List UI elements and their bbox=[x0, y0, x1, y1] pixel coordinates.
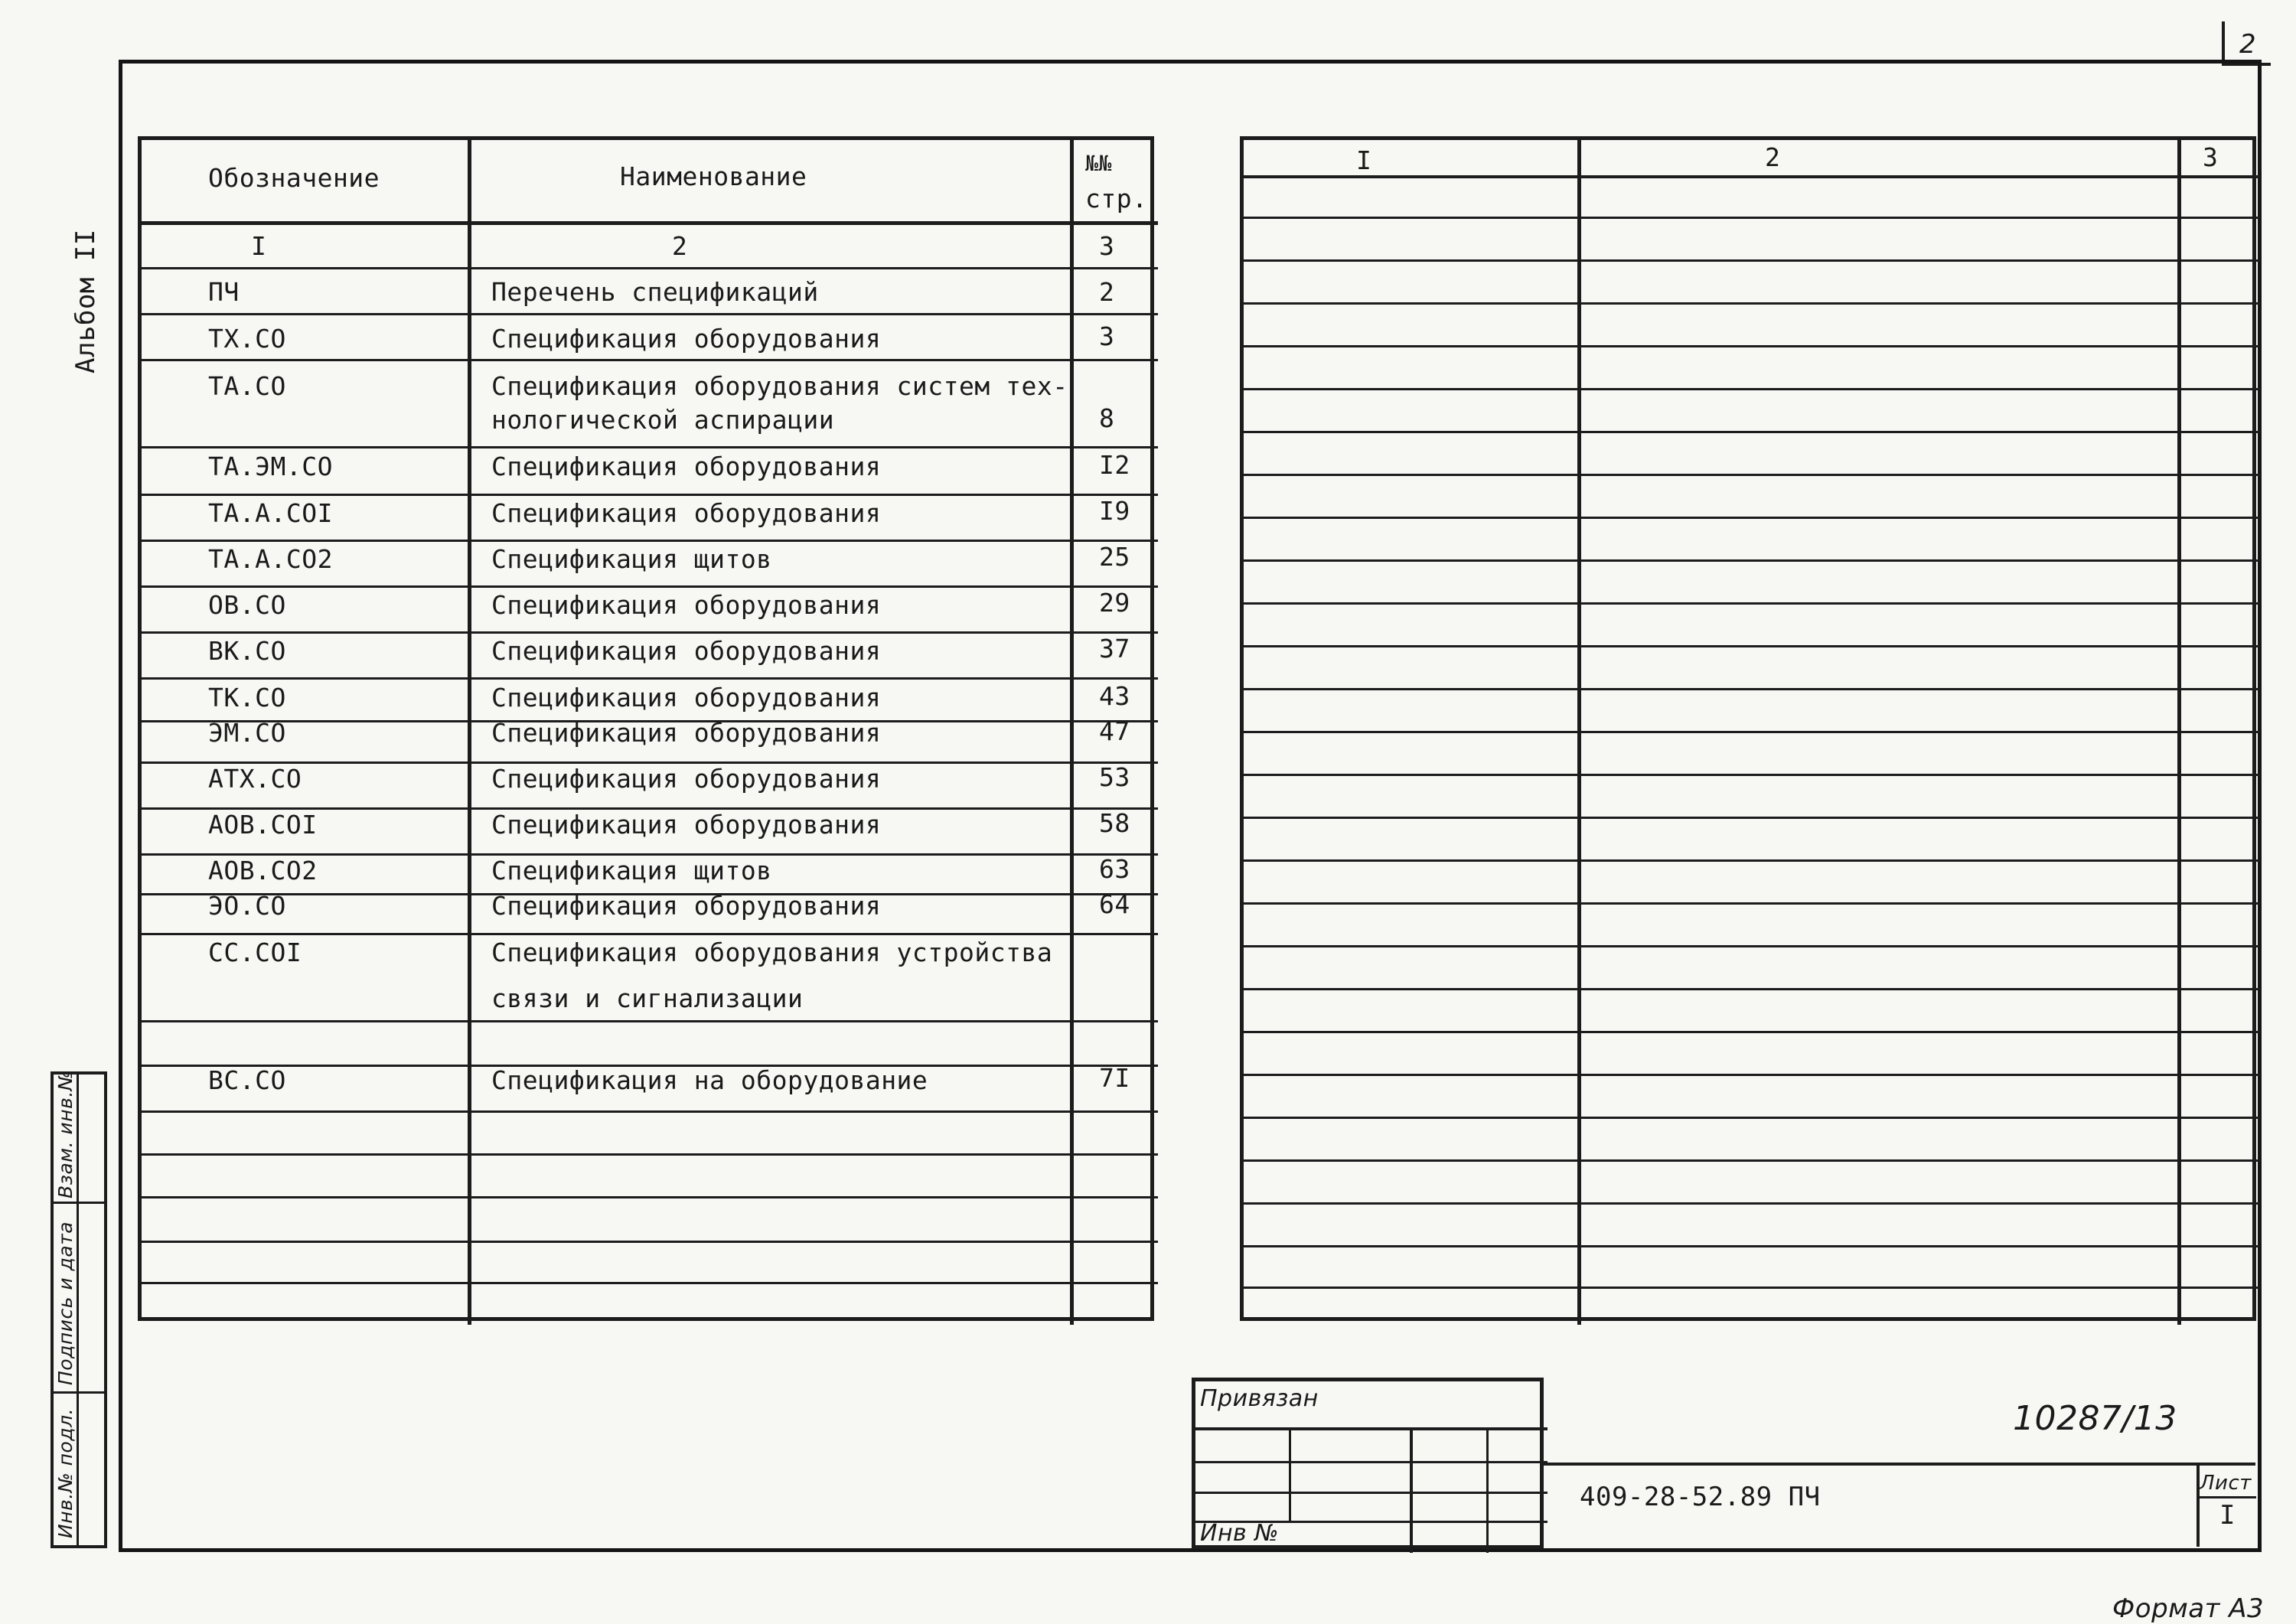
sheet-label: Лист bbox=[2200, 1472, 2252, 1495]
right-col-number-3: 3 bbox=[2203, 142, 2219, 172]
right-col-number-2: 2 bbox=[1765, 142, 1781, 172]
row-code: ОВ.СО bbox=[208, 590, 286, 620]
row-name: Спецификация оборудования bbox=[491, 718, 882, 748]
inv-label: Инв № bbox=[1200, 1520, 1279, 1547]
row-code: ТК.СО bbox=[208, 683, 286, 713]
col-number-3: 3 bbox=[1099, 231, 1115, 261]
row-code: ТА.ЭМ.СО bbox=[208, 452, 333, 481]
row-page: I2 bbox=[1099, 450, 1130, 480]
row-name: Спецификация оборудования bbox=[491, 764, 882, 794]
header-name: Наименование bbox=[620, 161, 807, 191]
row-page: 63 bbox=[1099, 854, 1130, 884]
row-code: ПЧ bbox=[208, 277, 240, 307]
col-number-1: I bbox=[251, 231, 267, 261]
format-label: Формат А3 bbox=[2112, 1593, 2265, 1624]
row-code: ЭО.СО bbox=[208, 891, 286, 921]
row-page: 53 bbox=[1099, 762, 1130, 792]
row-page: 2 bbox=[1099, 277, 1115, 307]
side-stamp-original-inv: Инв.№ подл. bbox=[54, 1407, 77, 1538]
bound-label: Привязан bbox=[1200, 1385, 1319, 1412]
row-name: Спецификация оборудования систем тех- bbox=[491, 371, 1068, 401]
row-name: Перечень спецификаций bbox=[491, 277, 819, 307]
row-name: Спецификация щитов bbox=[491, 544, 772, 574]
row-name: Спецификация оборудования bbox=[491, 590, 882, 620]
row-page: I9 bbox=[1099, 496, 1130, 526]
row-page: 7I bbox=[1099, 1063, 1130, 1093]
row-page: 29 bbox=[1099, 588, 1130, 618]
row-name: Спецификация оборудования bbox=[491, 636, 882, 666]
row-code: ТХ.СО bbox=[208, 324, 286, 354]
row-code: ВК.СО bbox=[208, 636, 286, 666]
row-page: 43 bbox=[1099, 681, 1130, 711]
row-name: Спецификация на оборудование bbox=[491, 1065, 928, 1095]
row-name: Спецификация оборудования bbox=[491, 324, 882, 354]
archive-number: 10287/13 bbox=[2013, 1399, 2177, 1438]
row-name: Спецификация оборудования устройства bbox=[491, 938, 1053, 967]
header-designation: Обозначение bbox=[208, 163, 380, 193]
row-code: ТА.А.СОI bbox=[208, 498, 333, 528]
row-page: 25 bbox=[1099, 542, 1130, 572]
row-code: ВС.СО bbox=[208, 1065, 286, 1095]
row-page: 37 bbox=[1099, 634, 1130, 664]
col-number-2: 2 bbox=[672, 231, 688, 261]
sheet-number: I bbox=[2219, 1500, 2236, 1531]
row-page: 64 bbox=[1099, 889, 1130, 919]
row-code: ЭМ.СО bbox=[208, 718, 286, 748]
right-table bbox=[1240, 136, 2256, 1321]
header-page-no: №№ bbox=[1085, 151, 1112, 176]
row-code: АОВ.СО2 bbox=[208, 856, 318, 885]
row-name: Спецификация оборудования bbox=[491, 810, 882, 840]
row-name: Спецификация оборудования bbox=[491, 498, 882, 528]
corner-number: 2 bbox=[2239, 29, 2257, 60]
row-name: Спецификация оборудования bbox=[491, 683, 882, 713]
document-designation: 409-28-52.89 ПЧ bbox=[1580, 1482, 1821, 1512]
row-name: Спецификация оборудования bbox=[491, 891, 882, 921]
row-code: ТА.СО bbox=[208, 371, 286, 401]
row-page: 8 bbox=[1099, 403, 1115, 433]
side-stamp-signature-date: Подпись и дата bbox=[54, 1221, 77, 1385]
row-name: нологической аспирации bbox=[491, 405, 835, 435]
row-code: АОВ.СОI bbox=[208, 810, 318, 840]
album-label: Альбом II bbox=[70, 229, 101, 373]
row-code: СС.СОI bbox=[208, 938, 302, 967]
row-page: 47 bbox=[1099, 716, 1130, 746]
row-name: связи и сигнализации bbox=[491, 983, 804, 1013]
row-code: АТХ.СО bbox=[208, 764, 302, 794]
title-block-top-line bbox=[1544, 1463, 2255, 1466]
row-page: 58 bbox=[1099, 808, 1130, 838]
side-stamp-replaces-inv: Взам. инв.№ bbox=[54, 1070, 77, 1198]
header-page-label: стр. bbox=[1085, 184, 1148, 214]
row-page: 3 bbox=[1099, 321, 1115, 351]
right-col-number-1: I bbox=[1356, 145, 1372, 175]
row-name: Спецификация щитов bbox=[491, 856, 772, 885]
row-name: Спецификация оборудования bbox=[491, 452, 882, 481]
row-code: ТА.А.СО2 bbox=[208, 544, 333, 574]
